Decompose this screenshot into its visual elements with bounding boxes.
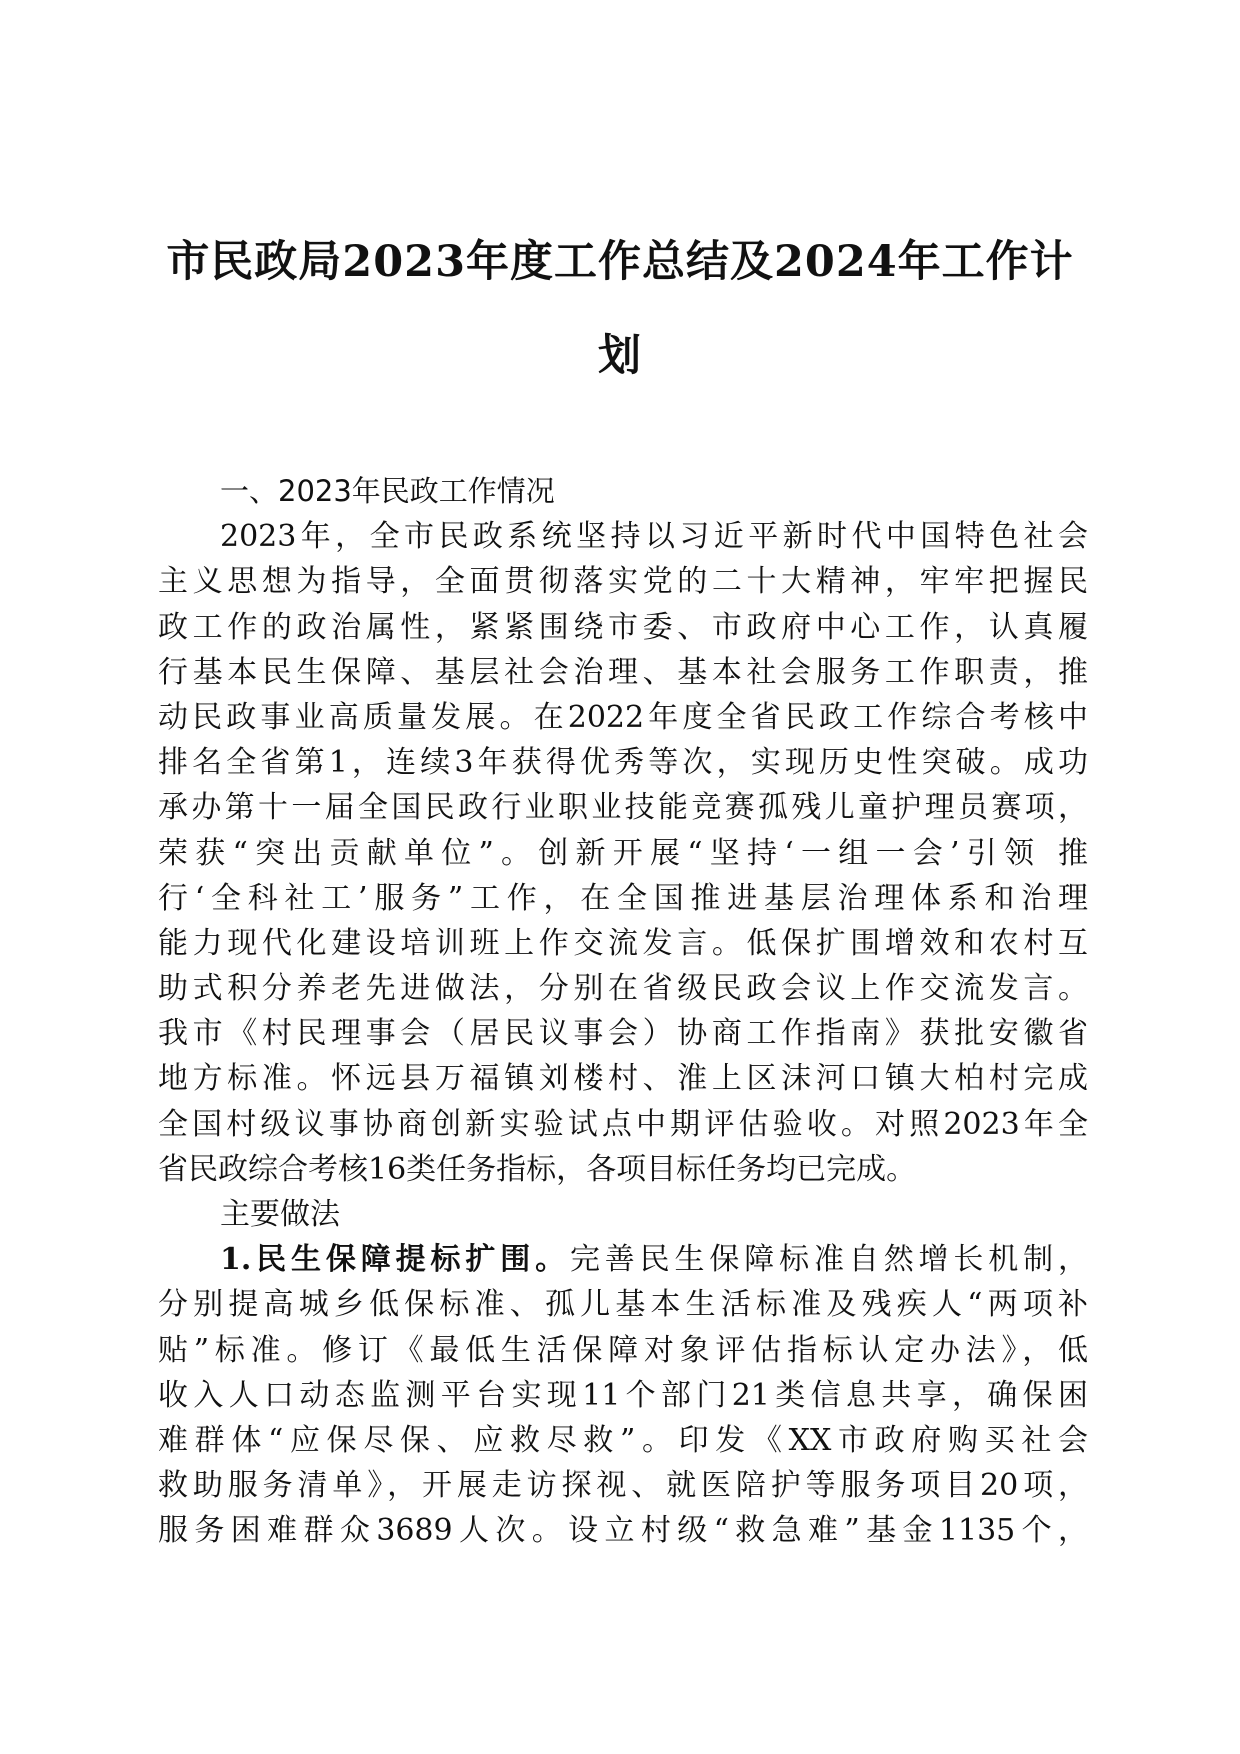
document-body bbox=[158, 469, 1088, 1554]
paragraph-line: 排名全省第1，连续3年获得优秀等次，实现历史性突破。成功 bbox=[158, 745, 1088, 781]
item-1-first-line bbox=[158, 1237, 1088, 1282]
paragraph-line: 承办第十一届全国民政行业职业技能竞赛孤残儿童护理员赛项， bbox=[158, 790, 1088, 826]
paragraph-line: 救助服务清单》，开展走访探视、就医陪护等服务项目20项， bbox=[158, 1468, 1088, 1504]
paragraph-line: 主义思想为指导，全面贯彻落实党的二十大精神，牢牢把握民 bbox=[158, 564, 1088, 600]
title-line-2: 划 bbox=[598, 331, 642, 381]
paragraph-line: 行基本民生保障、基层社会治理、基本社会服务工作职责，推 bbox=[158, 654, 1088, 690]
paragraph-line: 地方标准。怀远县万福镇刘楼村、淮上区沫河口镇大柏村完成 bbox=[158, 1061, 1088, 1097]
paragraph-line: 2023年，全市民政系统坚持以习近平新时代中国特色社会 bbox=[220, 519, 1088, 555]
paragraph-line: 政工作的政治属性，紧紧围绕市委、市政府中心工作，认真履 bbox=[158, 609, 1088, 645]
paragraph-line: 收入人口动态监测平台实现11个部门21类信息共享，确保困 bbox=[158, 1377, 1088, 1413]
paragraph-line: 能力现代化建设培训班上作交流发言。低保扩围增效和农村互 bbox=[158, 925, 1088, 961]
section-heading: 一、2023年民政工作情况 bbox=[220, 474, 555, 508]
paragraph-line: 荣获“突出贡献单位”。创新开展“坚持‘一组一会’引领 推 bbox=[158, 835, 1088, 871]
paragraph-line: 动民政事业高质量发展。在2022年度全省民政工作综合考核中 bbox=[158, 699, 1088, 735]
title-line-1: 市民政局2023年度工作总结及2024年工作计 bbox=[166, 237, 1074, 287]
paragraph-line: 省民政综合考核16类任务指标，各项目标任务均已完成。 bbox=[158, 1151, 917, 1187]
paragraph-line: 助式积分养老先进做法，分别在省级民政会议上作交流发言。 bbox=[158, 971, 1088, 1007]
document-title bbox=[150, 215, 1090, 403]
paragraph-line: 全国村级议事协商创新实验试点中期评估验收。对照2023年全 bbox=[158, 1106, 1088, 1142]
item-1-lead: 1.民生保障提标扩围。 bbox=[220, 1242, 570, 1278]
paragraph-line: 难群体“应保尽保、应救尽救”。印发《XX市政府购买社会 bbox=[158, 1422, 1088, 1458]
subheading: 主要做法 bbox=[220, 1197, 340, 1232]
paragraph-line: 服务困难群众3689人次。设立村级“救急难”基金1135个， bbox=[158, 1513, 1088, 1549]
paragraph-line: 行‘全科社工’服务”工作，在全国推进基层治理体系和治理 bbox=[158, 880, 1088, 916]
paragraph-line: 分别提高城乡低保标准、孤儿基本生活标准及残疾人“两项补 bbox=[158, 1287, 1088, 1323]
paragraph-line: 我市《村民理事会（居民议事会）协商工作指南》获批安徽省 bbox=[158, 1016, 1088, 1052]
paragraph-line: 贴”标准。修订《最低生活保障对象评估指标认定办法》，低 bbox=[158, 1332, 1088, 1368]
item-1-first-rest: 完善民生保障标准自然增长机制， bbox=[569, 1242, 1088, 1278]
